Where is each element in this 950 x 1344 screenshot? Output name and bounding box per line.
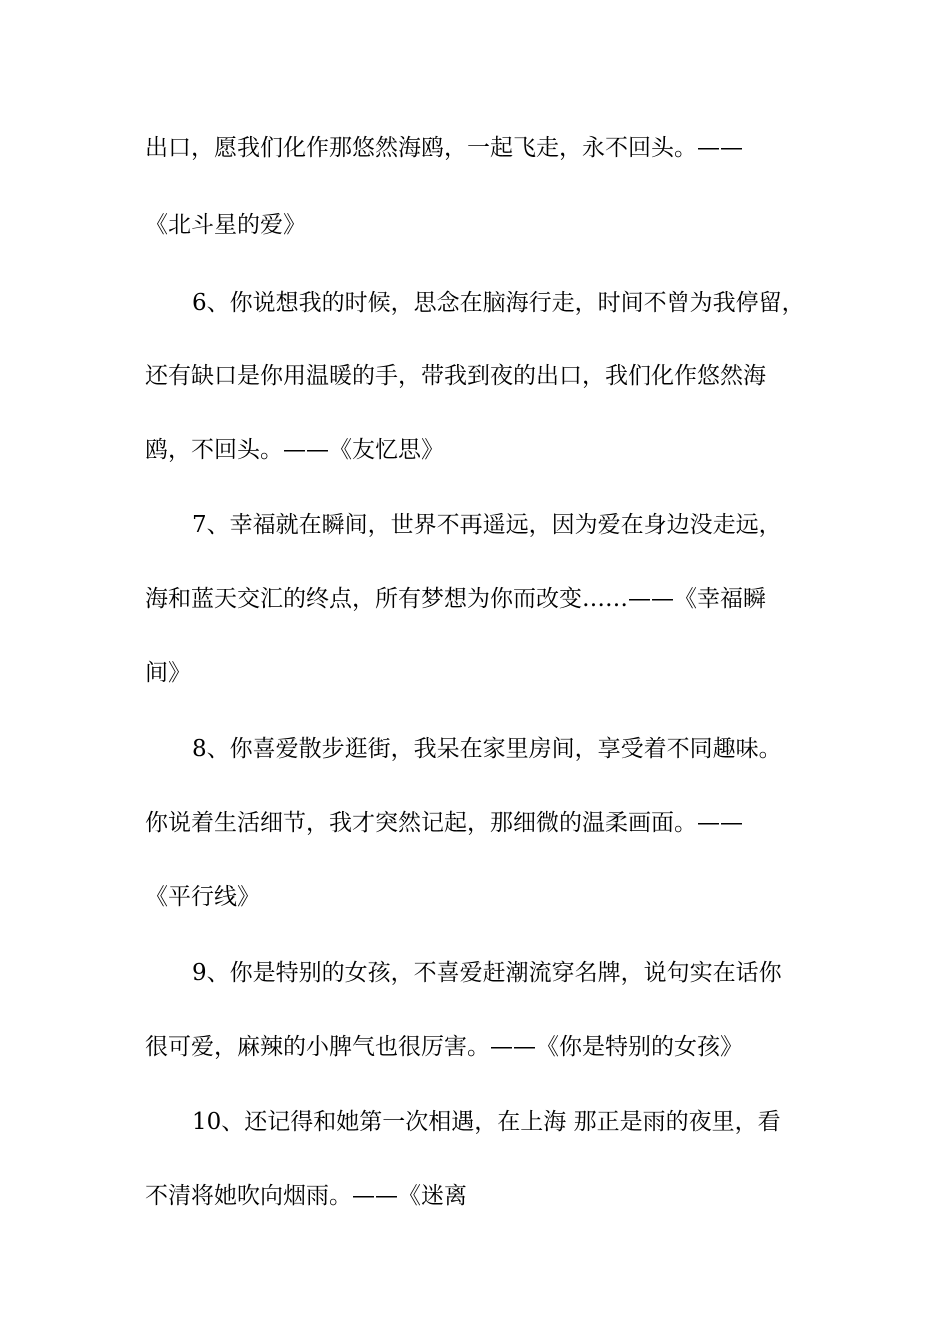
text-line: 不清将她吹向烟雨。——《迷离 [145, 1183, 467, 1209]
text-line: 间》 [145, 660, 191, 686]
text-line: 你说着生活细节，我才突然记起，那细微的温柔画面。—— [145, 810, 743, 836]
text-line: 8、你喜爱散步逛街，我呆在家里房间，享受着不同趣味。 [192, 736, 782, 762]
text-line: 10、还记得和她第一次相遇，在上海 那正是雨的夜里，看 [192, 1109, 781, 1135]
text-line: 海和蓝天交汇的终点，所有梦想为你而改变……——《幸福瞬 [145, 586, 766, 612]
text-line: 7、幸福就在瞬间，世界不再遥远，因为爱在身边没走远， [192, 512, 782, 538]
text-line: 还有缺口是你用温暖的手，带我到夜的出口，我们化作悠然海 [145, 363, 766, 389]
text-line: 《北斗星的爱》 [145, 212, 306, 238]
text-line: 《平行线》 [145, 884, 260, 910]
text-line: 出口，愿我们化作那悠然海鸥，一起飞走，永不回头。—— [145, 135, 743, 161]
text-line: 鸥，不回头。——《友忆思》 [145, 437, 444, 463]
text-line: 很可爱，麻辣的小脾气也很厉害。——《你是特别的女孩》 [145, 1034, 743, 1060]
text-line: 6、你说想我的时候，思念在脑海行走，时间不曾为我停留， [192, 290, 805, 316]
text-line: 9、你是特别的女孩，不喜爱赶潮流穿名牌，说句实在话你 [192, 960, 782, 986]
